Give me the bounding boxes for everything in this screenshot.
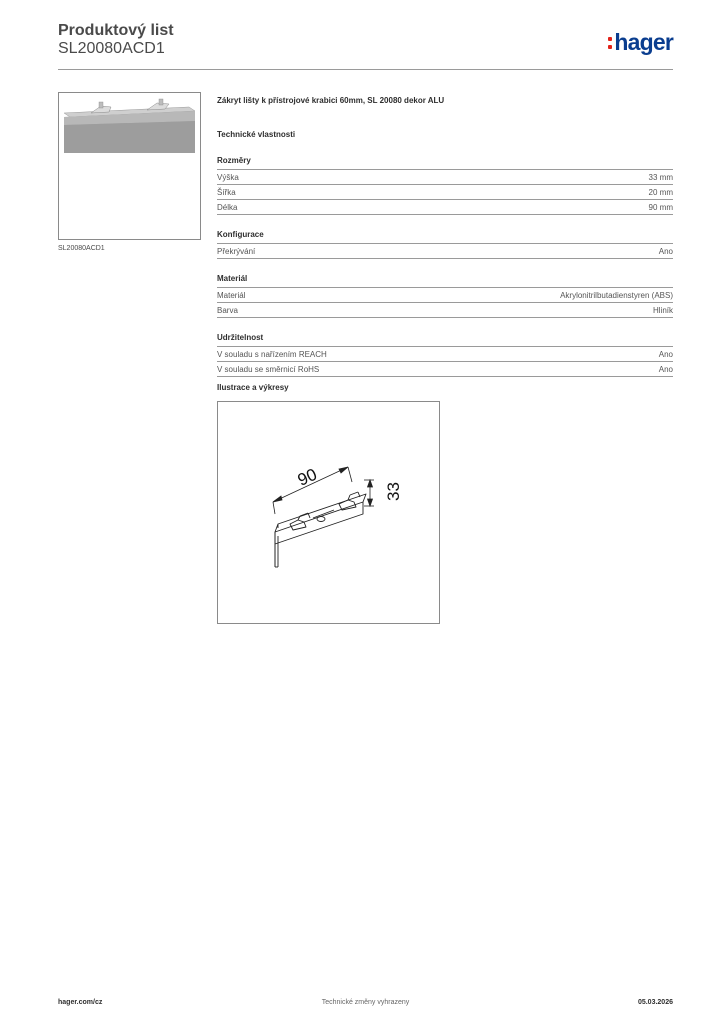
group-title: Konfigurace: [217, 229, 673, 244]
group-sustainability: [217, 332, 673, 377]
group-title: Udržitelnost: [217, 332, 673, 347]
spec-label: Barva: [217, 306, 238, 315]
spec-value: 90 mm: [648, 203, 673, 212]
spec-value: Ano: [658, 247, 673, 256]
group-material: [217, 273, 673, 318]
spec-row: [217, 362, 673, 377]
product-description: Zákryt lišty k přístrojové krabici 60mm, SL 20080 dekor ALU: [217, 96, 445, 105]
logo-dots-icon: [608, 37, 612, 49]
spec-value: Akrylonitrilbutadienstyren (ABS): [560, 291, 673, 300]
spec-label: V souladu s nařízením REACH: [217, 350, 327, 359]
spec-label: Materiál: [217, 291, 246, 300]
dimension-length-label: 90: [294, 464, 320, 490]
spec-row: [217, 170, 673, 185]
footer-date: 05.03.2026: [637, 999, 673, 1006]
illustration-title: Ilustrace a výkresy: [217, 383, 289, 392]
spec-row: [217, 347, 673, 362]
group-configuration: [217, 229, 673, 259]
product-code: SL20080ACD1: [58, 40, 165, 57]
group-title: Rozměry: [217, 155, 673, 170]
spec-label: Délka: [217, 203, 238, 212]
spec-value: 33 mm: [648, 173, 673, 182]
page-footer: [58, 997, 673, 1011]
product-details: [217, 95, 673, 377]
page-title: Produktový list: [58, 22, 174, 39]
spec-value: Hliník: [652, 306, 673, 315]
header-divider: [58, 69, 673, 70]
spec-row: [217, 200, 673, 215]
product-image-caption: SL20080ACD1: [58, 245, 105, 252]
group-title: Materiál: [217, 273, 673, 288]
spec-value: Ano: [658, 365, 673, 374]
group-dimensions: [217, 155, 673, 215]
logo-text: hager: [614, 29, 673, 55]
product-image: [58, 92, 201, 240]
hager-logo: [608, 30, 673, 54]
spec-label: Překrývání: [217, 247, 256, 256]
footer-notice: Technické změny vyhrazeny: [321, 999, 410, 1006]
footer-website-link[interactable]: hager.com/cz: [58, 999, 103, 1006]
technical-drawing: [217, 401, 440, 624]
dimension-height-label: 33: [384, 482, 403, 501]
spec-label: V souladu se směrnicí RoHS: [217, 365, 320, 374]
spec-row: [217, 244, 673, 259]
spec-row: [217, 185, 673, 200]
spec-label: Výška: [217, 173, 239, 182]
page-header: [58, 22, 673, 70]
spec-value: 20 mm: [648, 188, 673, 197]
spec-label: Šířka: [217, 188, 236, 197]
technical-properties-title: Technické vlastnosti: [217, 130, 296, 139]
spec-row: [217, 288, 673, 303]
spec-row: [217, 303, 673, 318]
spec-value: Ano: [658, 350, 673, 359]
